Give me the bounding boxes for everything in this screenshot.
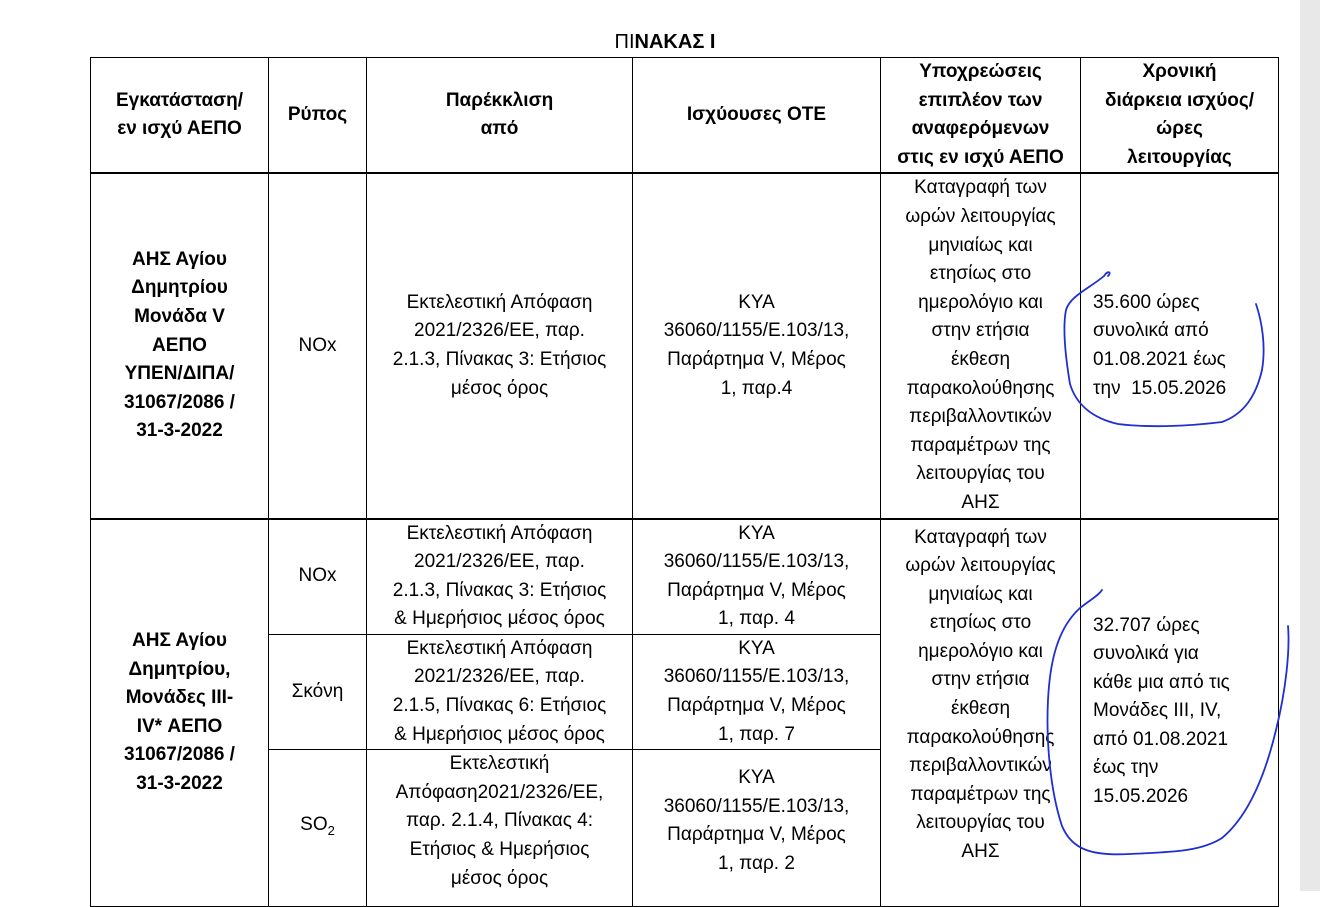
duration-line: Μονάδες ΙΙΙ, IV, xyxy=(1093,700,1222,722)
ote-cell xyxy=(633,634,881,749)
ote-line: Παράρτημα V, Μέρος xyxy=(667,695,846,717)
ote-cell xyxy=(633,173,881,518)
ote-cell xyxy=(633,519,881,635)
derogation-line: 2021/2326/ΕΕ, παρ. xyxy=(414,666,585,688)
obligations-line: ετησίως στο xyxy=(929,612,1032,634)
duration-line: συνολικά για xyxy=(1093,643,1199,665)
ote-cell xyxy=(633,750,881,907)
obligations-line: έκθεση xyxy=(950,348,1011,370)
header-pollutant xyxy=(269,58,367,174)
derogation-line: & Ημερήσιος μέσος όρος xyxy=(394,723,605,745)
facility-cell-unit-v xyxy=(91,173,269,518)
derogation-line: μέσος όρος xyxy=(450,867,549,889)
facility-line: Δημητρίου, xyxy=(128,658,231,680)
header-obligations-line1: Υποχρεώσεις xyxy=(919,61,1042,82)
ote-line: 1, παρ. 7 xyxy=(718,723,795,745)
obligations-line: παρακολούθησης xyxy=(906,726,1055,748)
derogation-line: Απόφαση2021/2326/ΕΕ, xyxy=(395,781,604,803)
facility-line: ΑΗΣ Αγίου xyxy=(132,630,227,652)
derogation-cell xyxy=(367,750,633,907)
pollutant-label: SO xyxy=(300,814,328,836)
header-duration-line2: διάρκεια ισχύος/ xyxy=(1104,89,1255,111)
header-ote xyxy=(633,58,881,174)
facility-line: 31-3-2022 xyxy=(136,773,223,795)
table-title xyxy=(550,28,780,56)
derogation-line: Εκτελεστική xyxy=(449,753,550,775)
header-duration-line4: λειτουργίας xyxy=(1127,146,1232,168)
derogation-line: Εκτελεστική Απόφαση xyxy=(406,637,593,659)
ote-line: 1, παρ.4 xyxy=(720,377,793,399)
obligations-line: ημερολόγιο και xyxy=(918,640,1043,662)
derogation-cell xyxy=(367,519,633,635)
facility-line: ΑΕΠΟ xyxy=(152,334,207,356)
duration-line: 35.600 ώρες xyxy=(1093,291,1200,313)
obligations-line: ΑΗΣ xyxy=(961,491,1000,513)
obligations-line: ωρών λειτουργίας xyxy=(905,555,1056,577)
duration-cell xyxy=(1081,519,1279,907)
obligations-line: στην ετήσια xyxy=(931,320,1030,342)
ote-line: ΚΥΑ xyxy=(738,767,775,789)
header-facility-line2: εν ισχύ ΑΕΠΟ xyxy=(117,118,242,140)
obligations-line: ετησίως στο xyxy=(929,263,1032,285)
duration-line: την 15.05.2026 xyxy=(1093,377,1227,399)
pollutant-label: NOx xyxy=(298,565,337,587)
ote-line: 36060/1155/Ε.103/13, xyxy=(663,551,850,573)
obligations-line: περιβαλλοντικών xyxy=(909,755,1052,777)
pollutant-cell xyxy=(269,750,367,907)
vertical-scrollbar[interactable] xyxy=(1300,0,1320,891)
header-facility xyxy=(91,58,269,174)
header-obligations-line3: αναφερόμενων xyxy=(911,118,1050,140)
header-derogation-line1: Παρέκκλιση xyxy=(445,89,554,111)
duration-line: έως την xyxy=(1093,757,1159,779)
obligations-line: παραμέτρων της xyxy=(910,783,1051,805)
facility-line: ΥΠΕΝ/ΔΙΠΑ/ xyxy=(124,363,235,385)
header-obligations-line4: στις εν ισχύ ΑΕΠΟ xyxy=(897,146,1064,168)
derogation-line: μέσος όρος xyxy=(450,377,549,399)
duration-line: 32.707 ώρες xyxy=(1093,614,1200,636)
obligations-line: περιβαλλοντικών xyxy=(909,406,1052,428)
pollutant-cell xyxy=(269,173,367,518)
ote-line: Παράρτημα V, Μέρος xyxy=(667,348,846,370)
duration-line: συνολικά από xyxy=(1093,320,1209,342)
obligations-line: παρακολούθησης xyxy=(906,377,1055,399)
ote-line: ΚΥΑ xyxy=(738,291,775,313)
obligations-line: ωρών λειτουργίας xyxy=(905,205,1056,227)
header-duration xyxy=(1081,58,1279,174)
obligations-line: μηνιαίως και xyxy=(928,583,1033,605)
table-row-units-iii-iv-nox xyxy=(91,519,1279,635)
obligations-line: Καταγραφή των xyxy=(914,177,1047,199)
derogation-line: Εκτελεστική Απόφαση xyxy=(406,291,593,313)
pollutant-subscript: 2 xyxy=(327,822,335,838)
header-duration-line1: Χρονική xyxy=(1142,61,1217,82)
duration-line: 01.08.2021 έως xyxy=(1093,348,1226,370)
facility-line: Δημητρίου xyxy=(131,277,228,299)
derogation-line: Εκτελεστική Απόφαση xyxy=(406,522,593,544)
duration-cell xyxy=(1081,173,1279,518)
derogation-cell xyxy=(367,173,633,518)
obligations-cell xyxy=(881,173,1081,518)
ote-line: 36060/1155/Ε.103/13, xyxy=(663,666,850,688)
pollutant-label: Σκόνη xyxy=(291,680,344,702)
duration-line: 15.05.2026 xyxy=(1093,786,1189,808)
derogation-line: 2.1.3, Πίνακας 3: Ετήσιος xyxy=(392,579,607,601)
facility-line: ΑΗΣ Αγίου xyxy=(132,248,227,270)
obligations-cell xyxy=(881,519,1081,907)
header-ote-label: Ισχύουσες ΟΤΕ xyxy=(686,103,827,125)
facility-line: Μονάδες ΙΙΙ- xyxy=(125,687,234,709)
derogation-line: 2.1.5, Πίνακας 6: Ετήσιος xyxy=(392,695,607,717)
facility-line: 31067/2086 / xyxy=(124,744,235,766)
ote-line: ΚΥΑ xyxy=(738,522,775,544)
header-derogation-line2: από xyxy=(480,118,519,140)
ote-line: 36060/1155/Ε.103/13, xyxy=(663,320,850,342)
obligations-line: παραμέτρων της xyxy=(910,434,1051,456)
derogation-line: Ετήσιος & Ημερήσιος xyxy=(409,839,590,861)
table-row-unit-v xyxy=(91,173,1279,518)
derogation-line: 2.1.3, Πίνακας 3: Ετήσιος xyxy=(392,348,607,370)
ote-line: ΚΥΑ xyxy=(738,637,775,659)
header-duration-line3: ώρες xyxy=(1156,118,1203,140)
facility-line: 31-3-2022 xyxy=(136,420,223,442)
table-title-bold: ΝΑΚΑΣ Ι xyxy=(634,31,716,53)
ote-line: 1, παρ. 2 xyxy=(718,853,795,875)
derogation-table xyxy=(90,57,1279,907)
header-derogation xyxy=(367,58,633,174)
obligations-line: στην ετήσια xyxy=(931,669,1030,691)
facility-cell-units-iii-iv xyxy=(91,519,269,907)
derogation-line: 2021/2326/ΕΕ, παρ. xyxy=(414,551,585,573)
duration-line: από 01.08.2021 xyxy=(1093,728,1229,750)
derogation-line: 2021/2326/ΕΕ, παρ. xyxy=(414,320,585,342)
facility-line: 31067/2086 / xyxy=(124,391,235,413)
obligations-line: μηνιαίως και xyxy=(928,234,1033,256)
obligations-line: Καταγραφή των xyxy=(914,526,1047,548)
ote-line: 36060/1155/Ε.103/13, xyxy=(663,795,850,817)
obligations-line: έκθεση xyxy=(950,698,1011,720)
pollutant-cell xyxy=(269,519,367,635)
table-title-prefix: ΠΙ xyxy=(614,31,635,53)
ote-line: 1, παρ. 4 xyxy=(718,608,795,630)
derogation-cell xyxy=(367,634,633,749)
pollutant-label: NOx xyxy=(298,334,337,356)
ote-line: Παράρτημα V, Μέρος xyxy=(667,579,846,601)
facility-line: IV* ΑΕΠΟ xyxy=(136,715,223,737)
table-header-row xyxy=(91,58,1279,174)
obligations-line: ημερολόγιο και xyxy=(918,291,1043,313)
obligations-line: ΑΗΣ xyxy=(961,841,1000,863)
obligations-line: λειτουργίας του xyxy=(916,812,1045,834)
header-pollutant-label: Ρύπος xyxy=(287,103,348,125)
pollutant-cell xyxy=(269,634,367,749)
derogation-line: παρ. 2.1.4, Πίνακας 4: xyxy=(406,810,593,832)
header-obligations xyxy=(881,58,1081,174)
facility-line: Μονάδα V xyxy=(134,306,225,328)
derogation-line: & Ημερήσιος μέσος όρος xyxy=(394,608,605,630)
header-obligations-line2: επιπλέον των xyxy=(918,89,1043,111)
header-facility-line1: Εγκατάσταση/ xyxy=(115,89,244,111)
obligations-line: λειτουργίας του xyxy=(916,463,1045,485)
ote-line: Παράρτημα V, Μέρος xyxy=(667,824,846,846)
duration-line: κάθε μια από τις xyxy=(1093,671,1230,693)
